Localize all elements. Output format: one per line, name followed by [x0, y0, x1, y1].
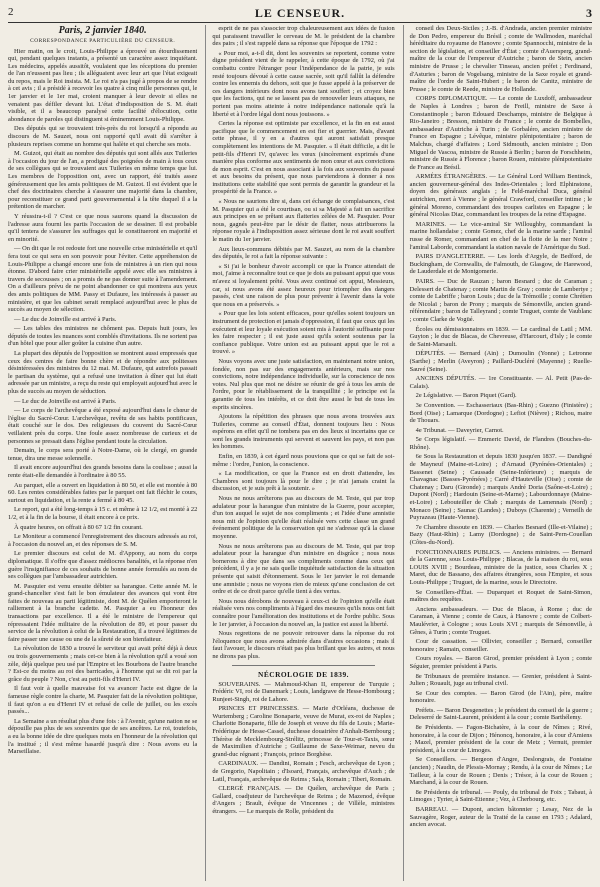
paragraph: esprit de ne pas s'associer trop chaleureusement aux idées de fusion qui paraissent travailler le cerveau de M. le président de la chambre des pairs ; il s'est rappelé dans sa réponse que l'époque de 1792 :	[212, 25, 395, 48]
paragraph: MARINES. — Le vice-amiral Sir Willoughby, commandant la marine hollandaise ; comte Gomez, chef de la marine sarde ; l'amiral russe de Romer, commandant en chef de la flotte de la mer Noire ; l'amiral Laborde, commandant la station navale de l'Amérique du Sud.	[409, 220, 592, 251]
paragraph: 3e Convention. — Eschasseriaux (Bas-Rhin) ; Guezno (Finistère) ; Bord (Oise) ; Lamarque (Dordogne) ; Lefiot (Nièvre) ; Richou, maire de Thouars.	[409, 401, 592, 425]
paragraph: FONCTIONNAIRES PUBLICS. — Anciens ministres. — Bernard de la Garenne, sous Louis-Philippe ; Blacas, de la maison du roi, sous LOUIS XVIII ; Bourdeau, ministre de la justice, sous Charles X ; Maret, duc de Bassano, des affaires étrangères, sous l'Empire, et sous Louis-Philippe ; Truguet, de la marine, sous le Directoire.	[409, 548, 592, 586]
paragraph: Nous regrettons de ne pouvoir retrouver dans la réponse du roi l'éloquence que nous avons admirée dans d'autres occasions ; mais il faut l'avouer, le discours n'était pas plus brillant que les autres, et nous ne dirons pas plus.	[212, 630, 395, 660]
paragraph: CARDINAUX. — Dandini, Romain ; Fesch, archevêque de Lyon ; de Gregorio, Napolitain ; d'Isoard, Français, archevêque d'Auch ; de Latil, Français, archevêque de Reims ; Sala, Romain ; Tiberi, Romain.	[212, 760, 395, 783]
paragraph: Ajoutons la répétition des phrases que nous avons trouvées aux Tuileries, comme au conseil d'État, donnent toujours lieu : Nous espérons en effet qu'il ne tombera pas en des lieux si incertains que ce sont les grands instruments qui servent et sauvent les pays, et non pas les hommes.	[212, 413, 395, 451]
paragraph: « Pour que les lois soient efficaces, pour qu'elles soient toujours un instrument de protection et jamais d'oppression, il faut que ceux qui les exécutent et leur loyale exécution soient mis à l'autorité suffisante pour les faire respecter ; il est juste aussi qu'ils soient soutenus par la confiance publique. Votre union est au puissant appui que le roi a trouvé. »	[212, 310, 395, 356]
paragraph: CORPS DIPLOMATIQUE. — Le comte de Luxdoff, ambassadeur de Naples à Londres ; baron de Freill, ministre de Saxe à Constantinople ; baron Edouard Deschamps, ministre de Belgique à Rio-Janeiro ; Bresson, ministre de France ; le comte de Bombelles, ambassadeur d'Autriche à Turin ; de Gorbaléro, ancien ministre de France en Espagne ; Lévêque, ministre plénipotentiaire ; baron de Malchus, chargé d'affaires ; Lord Sidmouth, ancien ministre ; Don Miguel de Vascoa, ministre de Russie à Berlin ; baron de Forschheim, ministre de Russie à Florence ; baron Rouen, ministre plénipotentiaire de France au Brésil.	[409, 95, 592, 171]
paragraph: La Semaine a un résultat plus d'une fois : à l'Avenir, qu'une nation ne se dépouille pas plus de ses souvenirs que de ses ancêtres. Le roi, toutefois, a eu la bonne idée de dire quelques mots en l'honneur de la révolution qui l'a institué ; il s'est même hasardé jusqu'à dire : Nous avons eu la Marseillaise.	[8, 717, 198, 756]
paragraph: « La modification, ce que la France est en droit d'attendre, les Chambres sont toujours là pour le dire ; je n'ai jamais craint la discussion, et je suis prêt à la soutenir. »	[212, 470, 395, 493]
section-divider	[232, 665, 374, 666]
paragraph: Le premier discours est celui de M. d'Appony, au nom du corps diplomatique. Il s'offre que d'assez médiocres banalités, et la réponse n'en guère l'insignifiance de ces souhaits de bonne année formulés au nom de ses collègues par l'ambassadeur autrichien.	[8, 550, 198, 581]
paragraph: Se Cour des comptes. — Baron Girod (de l'Ain), père, maître honoraire.	[409, 689, 592, 705]
paragraph: M. Guizot, qui était au nombre des députés qui sont allés aux Tuileries à l'occasion du jour de l'an, a prodigué des poignées de main à tous ceux de ses collègues qui se trouvaient aux Tuileries en même temps que lui. Les membres de l'opposition ont, avec un rapport, été traités assez généreusement que les amis politiques de M. Guizot. Il est évident que le chef des doctrinaires cherche à s'assurer une majorité dans la chambre, pour reconstituer ce grand parti gouvernemental à la tête duquel il a la prétention de marcher.	[8, 150, 198, 211]
paragraph: Cour de cassation. — Ollivier, conseiller ; Bernard, conseiller honoraire ; Ramain, conseiller.	[409, 638, 592, 653]
paragraph: 8e Tribunaux de première instance. — Grenier, président à Saint-Julien ; Rouault, juge au tribunal civil.	[409, 672, 592, 688]
newspaper-title: LE CENSEUR.	[254, 6, 346, 20]
paragraph: 5e Corps législatif. — Emmeric David, de Flandres (Bouches-du-Rhône).	[409, 436, 592, 451]
necrology-body	[212, 681, 394, 816]
header-left: 2	[8, 6, 14, 18]
paragraph: Des députés qui se trouvaient très-près du roi lorsqu'il a répondu au discours de M. Sauzet, nous ont rapporté qu'il avait dû s'arrêter à plusieurs reprises comme un homme qui halète et qui cherche ses mots.	[8, 125, 198, 148]
column-3-body	[410, 25, 592, 829]
paragraph: Il avait encore aujourd'hui des grands besoins dans la coulisse ; aussi la rente était-elle demandée à l'ordinaire à 80 55.	[8, 464, 198, 479]
paragraph: Il faut voir à quelle mauvaise foi va avancer l'acte est digne de la fameuse règle contre la charte, M. Pasquier fait de la révolution politique, il faut qu'on a eu d'Henri IV et refusé de celle de juillet, ou les excès passés...	[8, 685, 198, 716]
paragraph: BARREAU. — Dupont, ancien bâtonnier ; Lesay, Nez de la Sauvagère, Roger, auteur de la Traité de la cause en 1793 ; Adalard, ancien avocat.	[409, 806, 592, 829]
paragraph: 8e Présidents de tribunal. — Pouly, du tribunal de Foix ; Tabaut, à Limoges ; Tyrier, à Saint-Etienne ; Vez, à Cherbourg, etc.	[409, 788, 592, 804]
paragraph: DÉPUTÉS. — Bernard (Ain) ; Dumoulin (Yonne) ; Letronne (Sarthe) ; Merlin (Aveyron) ; Paillard-Ducléré (Mayenne) ; Ruelle-Sauvé (Seine).	[409, 350, 592, 373]
paragraph: — Le corps de l'archevêque a été exposé aujourd'hui dans le chœur de l'église du Sacré-Cœur. L'archevêque, revêtu de ses habits pontificaux, était couché sur le dos. Des religieuses du couvent du Sacré-Cœur veillaient près du corps. Une foule assez nombreuse de curieux et de personnes se pressait dans l'église pendant toute la circulation.	[8, 407, 198, 445]
paragraph: « Si j'ai le bonheur d'avoir accompli ce que la France attendait de moi, j'aime à reconnaître tout ce que je dois au puissant appui que vous m'avez si loyalement prêté. Vous avez continué cet appui, Messieurs, car, si nous avons été assez heureux pour triompher des dangers passés, c'est une raison de plus pour prévenir à l'avenir dans la voie que nous en a préservés. »	[212, 262, 395, 308]
dateline: Paris, 2 janvier 1840.	[58, 25, 147, 36]
paragraph: Cours royales. — Baron Girod, premier président à Lyon ; comte Séguier, premier président à Paris.	[409, 655, 592, 670]
paragraph: M. Pasquier est venu ensuite débiter sa harangue. Cette année M. le grand-chancelier s'est fait le bon émulateur des avances qui vont être faites de nouveau au parti légitimiste, dont M. de Quélen emporteront le ralliement à la branche cadette. M. Pasquier a eu l'honneur des transactions par excellence. Il a été le ministre de l'empereur qui répressaient l'idée militaire de la révolution de 89, et pour passer du service de la révolution à celui de la Restauration, il a trouvé légitimes de faire passer une cause ou une de la sûreté de son bienfaiteur.	[8, 582, 198, 643]
paragraph: Y réussira-t-il ? C'est ce que nous saurons quand la discussion de l'adresse aura fourni les partis l'occasion de se dessiner. Il est probable qu'il tentera de s'assurer les suffrages qui le constitueront en majorité et en minorité.	[8, 212, 198, 243]
paragraph: La révolution de 1830 a trouvé le serviteur qui avait prêté déjà à deux ou trois gouvernements ; mais cet-ce bien à la révolution qu'il a voué son zèle, déjà quelque peu usé par l'Empire et les Bourbons de l'autre branche ? Est-ce du moins au roi des barricades, à l'homme qui se dit roi par la grâce du peuple ? Non, c'est au petit-fils d'Henri IV.	[8, 645, 198, 683]
paragraph: — Le duc de Joinville est arrivé à Paris.	[14, 397, 117, 405]
paragraph: 4e Tribunat. — Daveyrier, Carnot.	[415, 426, 504, 434]
paragraph: PAIRS. — Duc de Rauzan ; baron Besnard ; duc de Caraman ; Delessert de Chatenay ; comte Martin de Gray ; comte de Lambertye ; comte de Labriffe ; baron Louis ; duc de la Trémoille ; comte Chrétien de Nicolaï ; baron de Prony ; marquis de Sémonville, ancien grand-référendaire ; baron de Talleyrand ; comte Truguet, comte de Vaublanc ; comte Clarke de Vogüé.	[409, 278, 592, 323]
paragraph: Le Moniteur a commencé l'enregistrement des discours adressés au roi, à l'occasion du nouvel an, et des réponses de S. M.	[8, 533, 198, 548]
paragraph: ARMÉES ÉTRANGÈRES. — Le Général Lord William Bentinck, ancien gouverneur-général des Indes-Orientales ; lord Elphinstone, doyen des généraux anglais ; le Feld-maréchal Duca, général autrichien, mort à Vienne ; le général Crawford, conseiller intime ; le général Moreno, commandant des troupes carlistes en Espagne ; le général Nicolas Diaz, commandant les troupes de la reine d'Espagne.	[409, 173, 592, 219]
column-1-body	[8, 48, 197, 756]
paragraph: SOUVERAINS. — Mahmoud-Khan II, empereur de Turquie ; Frédéric VI, roi de Danemark ; Louis, landgrave de Hesse-Hombourg ; Runjeet-Singh, roi de Lahore.	[212, 680, 395, 703]
correspondence-subline: CORRESPONDANCE PARTICULIÈRE DU CENSEUR.	[30, 38, 176, 44]
paragraph: PRINCES ET PRINCESSES. — Marie d'Orléans, duchesse de Wurtemberg ; Caroline Bonaparte, veuve de Murat, ex-roi de Naples ; Charlotte Bonaparte, fille de Joseph et veuve du fils de Louis ; Marie-Frédérique de Hesse-Cassel, duchesse douairière d'Anhalt-Bernbourg ; Thérèse de Mecklembourg-Strélitz, princesse de Tour-et-Taxis, sœur de Maximilien d'Autriche ; Guillaume de Saxe-Weimar, neveu du grand-duc régnant ; François, prince Borghèse.	[212, 705, 395, 758]
paragraph: Le report, qui a été long-temps à 15 c. et même à 12 1/2, est monté à 22 1/2, et à la fin de la bourse, il était encore à ce prix.	[8, 506, 198, 521]
paragraph: « Pour moi, a-t-il dit, dont les souvenirs se reportent, comme votre digne président vient de le rappeler, à cette époque de 1792, où j'ai combattu contre l'étranger pour l'indépendance de la patrie, je suis resté toujours dévoué à cette cause sacrée, soit qu'il fallût la défendre contre les ennemis du dehors, soit que je fusse appelé à la préserver de ces dangers intérieurs dont nous avons tant souffert ; et croyez bien que les factions, qui ne se lassent pas de renouveler leurs attaques, ne portent pas moins atteinte à notre indépendance nationale qu'à la liberté et à l'ordre légal dont nous jouissons. »	[212, 49, 395, 118]
column-2	[205, 25, 394, 881]
paragraph: ANCIENS DÉPUTÉS. — 1re Constituante. — Al. Petit (Pas-de-Calais).	[409, 375, 592, 390]
paragraph: « Nous ne saurions dire si, dans cet échange de complaisances, c'est M. Pasquier qui a été le courtisan, ou si sa Majesté a fait un sacrifice aux principes en se prêtant aux flatteries zélées de M. Pasquier. Pour nous, gagnés peut-être par le désir de flatter, nous attribuerons la réponse royale à l'indisposition assez sérieuse dont le roi avait souffert le matin du 1er janvier.	[212, 198, 395, 244]
paragraph: Enfin, en 1839, à cet égard nous pouvions que ce qui se fait de soi-même : l'ordre, l'union, la conscience.	[212, 453, 395, 468]
paragraph: Certes la réponse est optimiste par excellence, et la fin en est aussi pacifique que le commencement en est fier et guerrier. Mais, d'avant cette phrase, il y en a d'autres qui auront satisfait presque complètement les intentions de M. Pasquier. « Il était difficile, a dit le petit-fils d'Henri IV, qu'avec les vœux (sincèrement exprimés d'une manière plus conforme aux sentiments de mon cœur et aux convictions de mon esprit. C'est en nous associant à la fois aux souvenirs du passé et aux besoins du présent, que nous parviendrons à donner à nos institutions cette stabilité que sont permis de garantir la grandeur et la prospérité de la France. »	[212, 120, 395, 196]
paragraph: conseil des Deux-Siciles ; J.-B. d'Andrada, ancien premier ministre de Don Pedro, empereur du Brésil ; comte de Wallmoden, maréchal héréditaire du royaume de Hanovre ; comte Spannocchi, ministre de la section de législation, et conseiller d'État ; comte d'Auersperg, grand-maître de la cour de l'empereur d'Autriche ; baron de Stein, ancien ministre de Prusse ; le chevalier Tinseau, ancien préfet ; Ferdinand, d'Asturies ; baron de Vogelsang, ministre de la Saxe royale et grand-maître de l'ordre de Saint-Hubert ; le baron de Canitz, ministre de Prusse ; le comte de Reede, ministre de Hollande.	[409, 25, 592, 93]
column-1	[8, 25, 197, 881]
paragraph: Demain, le corps sera porté à Notre-Dame, où le clergé, en grande tenue, dira une messe solennelle.	[8, 447, 198, 462]
paragraph: Se Conseillers-d'État. — Duparquet et Roquet de Saint-Simon, maîtres des requêtes.	[409, 588, 592, 604]
paragraph: Nous ne nous arrêterons pas au discours de M. Teste, qui par trop adulateur pour la harangue d'un ministre de la Guerre, pour accepter, d'un ton auquel le sujet de nos compliments ; et l'idée d'une amnistie nous mit de l'opinion qu'elle était réalisée vers cette classe un grand événement politique de la conservation qui ne s'adresse qu'à la classe moyenne.	[212, 495, 395, 540]
paragraph: La plupart des députés de l'opposition se montrent aussi empressés que ceux des centres de faire bonne chère et de répondre aux politesses désintéressées des ministres du 12 mai. M. Dufaure, qui autrefois passait le partisan du système, qui a refusé une invitation à dîner qui lui était adressée par un ministre, a reçu du reste qui employait aujourd'hui avec le plus de succès au moyen de séduction.	[8, 350, 198, 396]
column-3	[403, 25, 592, 881]
column-2-body	[212, 25, 394, 661]
paragraph: Anciens ambassadeurs. — Duc de Blacas, à Rome ; duc de Caraman, à Vienne ; comte de Caux, à Hanovre ; comte de Colbert-Maulévrier, à Cologne ; sous Louis XVI ; marquis de Sémonville, à Gênes, à Turin ; comte Truguet.	[409, 605, 592, 636]
paragraph: Nous ne nous arrêterons pas au discours de M. Teste, qui par trop adulateur pour la harangue d'un ministre en disgrâce ; nous nous bornerons à dire que dans ses compliments comme dans ceux qui précèdent, il y a je ne sais quelle inquiétude satisfaction de la situation présente qui saisit d'étonnement. Sous le 1er janvier le roi demande une amnistie ; nous ne voyons rien de mieux qu'une conclusion de cet ordre et de ce droit parce qu'elle tient à des vertus.	[212, 542, 395, 596]
paragraph: 6e Sous la Restauration et depuis 1830 jusqu'en 1837. — Dandigné de Mayneuf (Maine-et-Loire) ; d'Arnaud (Pyrénées-Orientales) ; Bassenet (Seine) ; Caussade (Seine-Inférieure) ; marquis de Chavagnac (Basses-Pyrénées) ; Carré d'Hauteville (Oise) ; comte de Chatenay ; Daru (Gironde) ; marquis André Doria (Saône-et-Loire) ; Dupont (Nord) ; Hardouin (Seine-et-Marne) ; Labourdonnaye (Maine-et-Loire) ; Lebouteiller de Chab ; marquis de Lamennais (Nord) ; Monaco (Seine) ; Saunac (Landes) ; Duboys (Charente) ; Verneilh de Puyrazeau (Haute-Vienne).	[409, 453, 592, 522]
paragraph: Hier matin, on le croit, Louis-Philippe a éprouvé un étourdissement qui, pendant quelques instants, a présenté un caractère assez inquiétant. Les médecins, appelés aussitôt, voulaient que les réceptions du premier de l'an n'eussent pas lieu ; ils alléguaient avec leur art que l'état exigeait du repos, mais le Roi insista. M. Le roi n'a pas jugé à propos de se rendre à cet avis ; il a présidé à recevoir les quatre à cinq mille personnes qui, le 1er janvier et le 1er mai, croient manquer à leur devoir si elles ne venaient pas défiler devant lui. L'état d'indisposition de S. M. était visible, et il a beaucoup paralysé cette facilité d'élocution, cette abondance de paroles qui distinguent si éminemment Louis-Philippe.	[8, 47, 198, 123]
paragraph: — On dit que le roi redoute fort une nouvelle crise ministérielle et qu'il fera tout ce qui sera en son pouvoir pour l'éviter. Cette appréhension de Louis-Philippe a changé encore une fois de ministres à un rien qui nous étonne. D'abord faire crier ministérielle appelé avec elle ses ministres à travers de secousses ; on a promis de ne pas donner suite à l'amendement. On a d'ailleurs prévu de ne point abandonner ce qui montrera aux yeux des amis politiques de MM. Passy et Dufaure, les intéressés à passer au ministère, et que les cabinet serait remplacé aujourd'hui avec le plus de succès au moyen de sélection.	[8, 245, 198, 314]
page-header	[8, 6, 592, 23]
paragraph: — Le duc de Joinville est arrivé à Paris.	[14, 315, 117, 323]
page-number: 3	[586, 6, 592, 20]
paragraph: CLERGÉ FRANÇAIS. — De Quélen, archevêque de Paris ; Gallard, coadjuteur de l'archevêque de Reims ; de Mazenod, évêque d'Angers ; Brault, évêque de Vincennes ; de Villèle, ministres étrangers. — Le marquis de Rolle, président du	[212, 785, 395, 815]
paragraph: 2e Législative. — Baron Piquet (Gard).	[415, 392, 517, 400]
article-columns	[8, 25, 592, 881]
paragraph: 7e Chambre dissoute en 1839. — Charles Besnard (Ille-et-Vilaine) ; Bazy (Haut-Rhin) ; Lamy (Dordogne) ; de Saint-Pern-Couellan (Côtes-du-Nord).	[409, 523, 592, 546]
paragraph: 8e Présidents. — Fagon-Bichatère, à la cour de Nîmes ; Rivé, honoraire, à la cour de Dijon ; Hénoncq, honoraire, à la cour d'Amiens ; Mazel, premier président de la cour de Metz ; Vernuit, premier président, à la cour de Limoges.	[409, 724, 592, 754]
paragraph: PAIRS D'ANGLETERRE. — Les lords d'Argyle, de Bedford, de Buckingham, de Cornwallis, de Falmouth, de Glasgow, de Harewood, de Lauderdale et de Montgomerie.	[409, 253, 592, 276]
paragraph: Aux lieux-communs débités par M. Sauzet, au nom de la chambre des députés, le roi a fait la réponse suivante :	[212, 245, 395, 261]
paragraph: Au parquet, elle a ouvert en liquidation à 80 50, et elle est montée à 80 60. Les rentes considérables faites par le parquet ont fait fléchir le cours, surtout en liquidation, et la rente a fermé à 80 45.	[8, 481, 198, 504]
paragraph: Écoles ou démissionnaires en 1839. — Le cardinal de Latil ; MM. Guyton ; le duc de Blacas, de Chevreuse, d'Harcourt, d'Isly ; le comte de Saint-Marsault.	[409, 325, 592, 348]
paragraph: À quatre heures, on offrait à 80 67 1/2 fin courant.	[14, 523, 143, 531]
paragraph: Nous voyons avec une juste satisfaction, en maintenant notre union, fondée, non pas sur des engagements antérieurs, mais sur nos convictions, notre indépendance individuelle, sur la conscience de nos votes. Nul plus que moi ne désire se réunir de gré à tous les amis de l'ordre, pour le rétablissement de la tranquillité ; le principe est la garantie de tous les intérêts, et ce doit être aussi le but de tous les esprits sincères.	[212, 357, 395, 411]
paragraph: Se Conseillers. — Bergeon d'Angre, Deslongrais, de Fontaine (ancien) ; Naudin, de Plessis-Mornay ; Rendu, à la cour de Nîmes ; Le Tailleur, à la cour de Rouen ; Denis ; Trésor, à la cour de Rouen ; Marchand, à la cour de Rouen.	[409, 756, 592, 787]
paragraph: — Les tables des ministres ne chôment pas. Depuis huit jours, les députés de toutes les nuances sont comblés d'invitations. Ils ne sortent pas d'un hôtel que pour aller goûter la cuisine d'un autre.	[8, 325, 198, 348]
necrology-title: NÉCROLOGIE DE 1839.	[257, 669, 349, 679]
paragraph: Nous nous dérobons de nouveau à ceux-ci de l'opinion qu'elle était réalisée vers nos compliments à l'égard des mesures qu'ils nous ont fait connaître pour l'amélioration des institutions et de l'ordre public. Sous le 1er janvier, à l'occasion du nouvel an, la justice est aussi la liberté.	[212, 597, 395, 628]
paragraph: Préfets. — Baron Desgenettes ; le président du conseil de la guerre ; Deleserré de Saint-Laurent, président à la cour ; comte Barthélemy.	[409, 706, 592, 722]
